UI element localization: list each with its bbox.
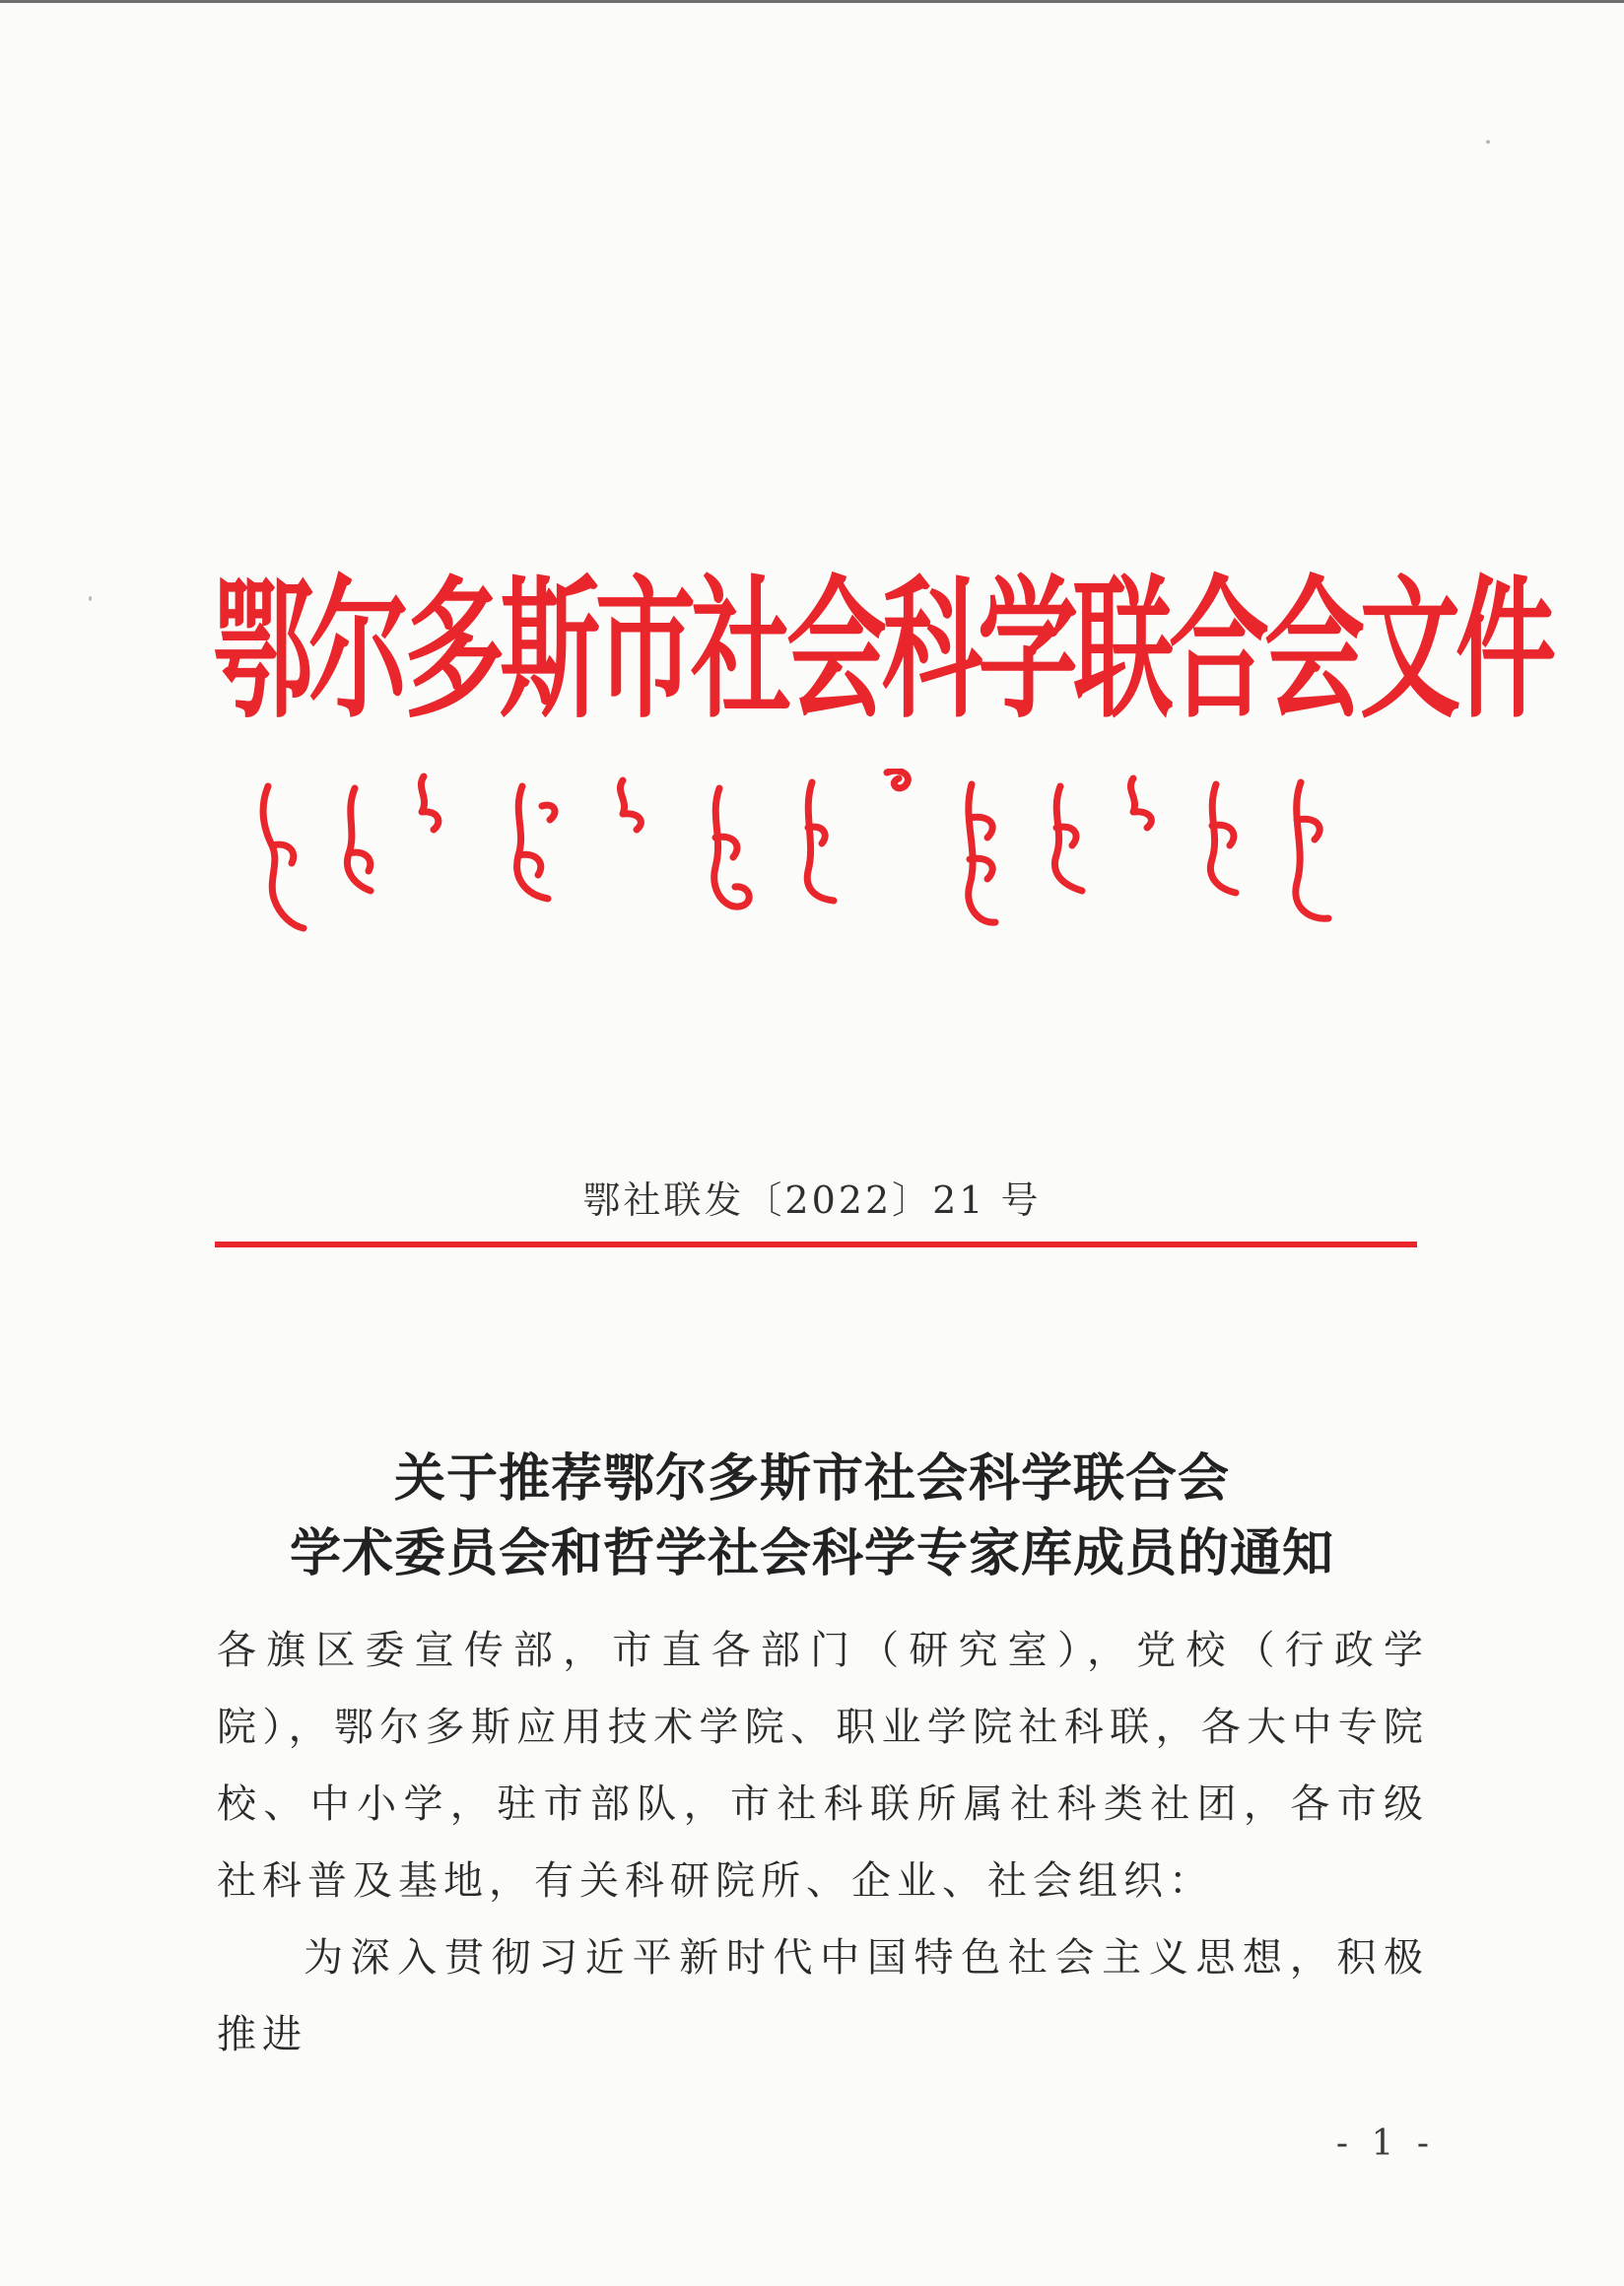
notice-body	[217, 1612, 1429, 2073]
red-divider-rule	[215, 1242, 1417, 1247]
scan-top-edge	[0, 0, 1624, 3]
notice-title-line-2: 学术委员会和哲学社会科学专家库成员的通知	[289, 1523, 1334, 1584]
scan-speck	[1486, 140, 1490, 144]
scan-speck	[89, 596, 92, 601]
document-number: 鄂社联发〔2022〕21 号	[582, 1178, 1042, 1222]
recipients-paragraph: 各旗区委宣传部，市直各部门（研究室），党校（行政学院），鄂尔多斯应用技术学院、职业学院社科联，各大中专院校、中小学，驻市部队，市社科联所属社科类社团，各市级社科普及基地，有关科研院所、企业、社会组织：	[217, 1628, 1429, 1904]
notice-title	[0, 1442, 1624, 1591]
notice-title-line-1: 关于推荐鄂尔多斯市社会科学联合会	[393, 1448, 1230, 1510]
mongolian-masthead-emblem	[246, 769, 1389, 936]
opening-paragraph: 为深入贯彻习近平新时代中国特色社会主义思想，积极推进	[217, 1935, 1429, 2057]
page-number: - 1 -	[1335, 2123, 1435, 2164]
masthead-title: 鄂尔多斯市社会科学联合会文件	[213, 560, 1551, 741]
